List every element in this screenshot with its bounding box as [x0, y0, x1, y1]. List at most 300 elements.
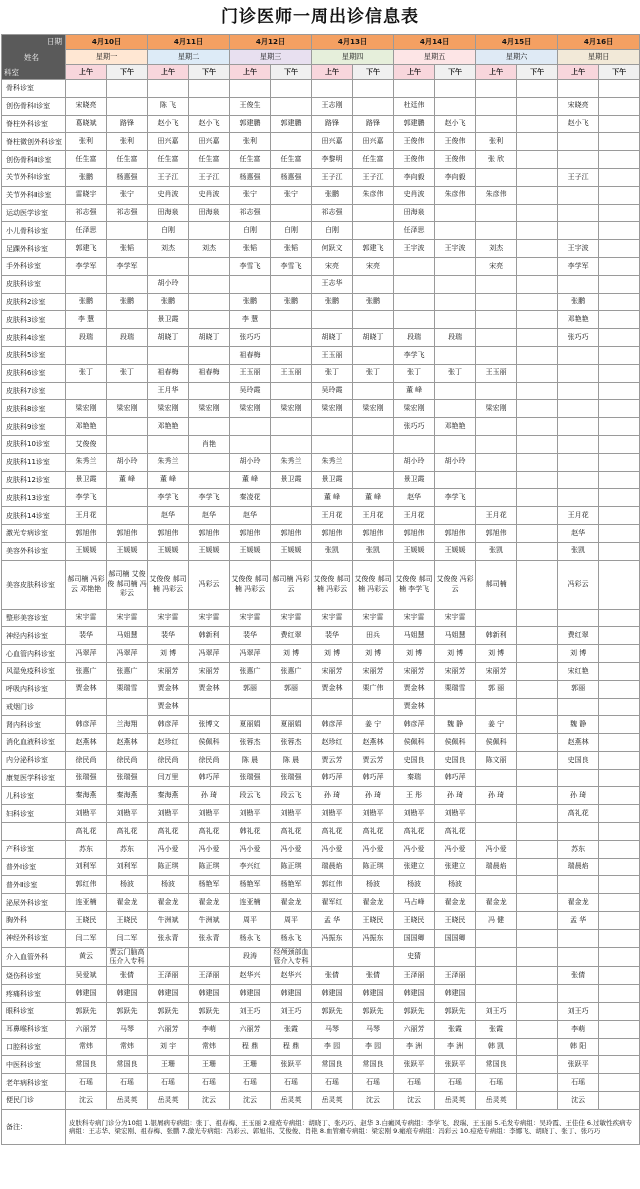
- pm-doctor-cell: [517, 222, 558, 240]
- pm-doctor-cell: [599, 435, 640, 453]
- pm-doctor-cell: 栗瑞雪: [435, 680, 476, 698]
- pm-doctor-cell: 张蓉杰: [271, 734, 312, 752]
- am-doctor-cell: 宋宇雷: [394, 609, 435, 627]
- pm-doctor-cell: 王晓民: [107, 912, 148, 930]
- pm-doctor-cell: 杨惠强: [107, 168, 148, 186]
- am-doctor-cell: 王月花: [66, 507, 107, 525]
- pm-doctor-cell: [599, 967, 640, 985]
- am-doctor-cell: [558, 929, 599, 947]
- pm-doctor-cell: 冯小爱: [189, 840, 230, 858]
- am-doctor-cell: 李学军: [66, 257, 107, 275]
- pm-doctor-cell: [517, 1020, 558, 1038]
- pm-doctor-cell: [599, 912, 640, 930]
- pm-doctor-cell: [599, 734, 640, 752]
- pm-doctor-cell: 石瑶: [107, 1074, 148, 1092]
- am-doctor-cell: 王月花: [558, 507, 599, 525]
- pm-doctor-cell: [599, 894, 640, 912]
- am-doctor-cell: 王月花: [394, 507, 435, 525]
- am-doctor-cell: [230, 435, 271, 453]
- am-doctor-cell: 田海泉: [394, 204, 435, 222]
- am-doctor-cell: 史猜: [394, 947, 435, 967]
- pm-doctor-cell: 张博文: [189, 716, 230, 734]
- dept-cell: 创伤骨科Ⅱ诊室: [2, 151, 66, 169]
- pm-doctor-cell: 沈云: [189, 1092, 230, 1110]
- table-row: [2, 840, 640, 858]
- pm-doctor-cell: 常国良: [107, 1056, 148, 1074]
- pm-doctor-cell: 杨波: [107, 876, 148, 894]
- am-doctor-cell: 郭建鹏: [394, 115, 435, 133]
- pm-doctor-cell: 白刚: [271, 222, 312, 240]
- table-row: [2, 734, 640, 752]
- am-doctor-cell: 韩建国: [66, 985, 107, 1003]
- pm-doctor-cell: 徐民尚: [107, 751, 148, 769]
- pm-doctor-cell: 郝司楠 艾俊俊 郝司楠 冯彩云: [107, 560, 148, 609]
- am-doctor-cell: 石瑶: [312, 1074, 353, 1092]
- pm-doctor-cell: 李萌: [189, 1020, 230, 1038]
- am-doctor-cell: 石瑶: [148, 1074, 189, 1092]
- weekday-header: 星期一: [66, 50, 148, 65]
- pm-doctor-cell: [189, 293, 230, 311]
- am-doctor-cell: 陈 晨: [230, 751, 271, 769]
- am-doctor-cell: [476, 329, 517, 347]
- pm-doctor-cell: [517, 734, 558, 752]
- pm-doctor-cell: [517, 168, 558, 186]
- am-doctor-cell: 景卫霞: [312, 471, 353, 489]
- am-doctor-cell: 岳灵英: [476, 1092, 517, 1110]
- am-doctor-cell: 冯小爱: [476, 840, 517, 858]
- am-doctor-cell: 张利: [66, 133, 107, 151]
- am-doctor-cell: 秦海燕: [66, 787, 107, 805]
- pm-doctor-cell: 王月花: [353, 507, 394, 525]
- pm-doctor-cell: [599, 858, 640, 876]
- am-doctor-cell: 任泽思: [394, 222, 435, 240]
- am-doctor-cell: 段瑞: [66, 329, 107, 347]
- am-doctor-cell: 宋晓亮: [558, 97, 599, 115]
- am-doctor-cell: [476, 97, 517, 115]
- am-doctor-cell: 董 峰: [148, 471, 189, 489]
- am-doctor-cell: 李萌: [558, 1020, 599, 1038]
- am-doctor-cell: 郭跃先: [394, 1003, 435, 1021]
- pm-doctor-cell: 史国良: [435, 751, 476, 769]
- pm-doctor-cell: 贾金林: [189, 680, 230, 698]
- pm-doctor-cell: 张跃平: [435, 1056, 476, 1074]
- dept-cell: 普外Ⅱ诊室: [2, 876, 66, 894]
- am-doctor-cell: 魏 静: [558, 716, 599, 734]
- am-doctor-cell: 侯佩科: [394, 734, 435, 752]
- am-doctor-cell: 张蓉杰: [230, 734, 271, 752]
- am-doctor-cell: [148, 947, 189, 967]
- dept-cell: 脊柱微创外科诊室: [2, 133, 66, 151]
- date-header: 4月14日: [394, 35, 476, 50]
- am-doctor-cell: 张巧巧: [558, 329, 599, 347]
- am-doctor-cell: 常国良: [312, 1056, 353, 1074]
- pm-doctor-cell: 兰海翔: [107, 716, 148, 734]
- pm-doctor-cell: [517, 1056, 558, 1074]
- pm-doctor-cell: 陈正琪: [271, 858, 312, 876]
- am-doctor-cell: 岳灵英: [148, 1092, 189, 1110]
- am-doctor-cell: 韩 阳: [558, 1038, 599, 1056]
- dept-cell: 整形美容诊室: [2, 609, 66, 627]
- pm-doctor-cell: [599, 222, 640, 240]
- am-doctor-cell: [476, 418, 517, 436]
- pm-doctor-cell: [599, 947, 640, 967]
- am-doctor-cell: [66, 346, 107, 364]
- pm-doctor-cell: [189, 275, 230, 293]
- am-doctor-cell: 刘杰: [148, 240, 189, 258]
- table-row: [2, 985, 640, 1003]
- pm-doctor-cell: [599, 400, 640, 418]
- schedule-table: [1, 34, 640, 1145]
- am-doctor-cell: 张鹏: [558, 293, 599, 311]
- am-doctor-cell: [66, 80, 107, 98]
- am-doctor-cell: 艾俊俊: [66, 435, 107, 453]
- am-doctor-cell: 冯翠萍: [66, 645, 107, 663]
- pm-doctor-cell: [353, 222, 394, 240]
- am-doctor-cell: 郭旭伟: [230, 524, 271, 542]
- am-doctor-cell: 刘 博: [476, 645, 517, 663]
- am-doctor-cell: 段瑞: [394, 329, 435, 347]
- am-doctor-cell: 陈正琪: [148, 858, 189, 876]
- pm-doctor-cell: 苏东: [107, 840, 148, 858]
- am-doctor-cell: 杨波: [394, 876, 435, 894]
- am-doctor-cell: [558, 489, 599, 507]
- am-doctor-cell: 艾俊俊 郝司楠 冯彩云: [312, 560, 353, 609]
- pm-doctor-cell: 孙 琦: [189, 787, 230, 805]
- pm-doctor-cell: 夏丽娟: [271, 716, 312, 734]
- pm-doctor-cell: 冯小爱: [353, 840, 394, 858]
- am-doctor-cell: 郭跃先: [148, 1003, 189, 1021]
- dept-cell: 美容外科诊室: [2, 542, 66, 560]
- pm-doctor-cell: [353, 311, 394, 329]
- pm-doctor-cell: 栗瑞雪: [107, 680, 148, 698]
- pm-doctor-cell: 胡小玲: [435, 453, 476, 471]
- pm-doctor-cell: [599, 542, 640, 560]
- am-doctor-cell: 朱彦伟: [476, 186, 517, 204]
- pm-doctor-cell: 李雪飞: [271, 257, 312, 275]
- table-row: [2, 929, 640, 947]
- pm-doctor-cell: [517, 115, 558, 133]
- date-header: 4月11日: [148, 35, 230, 50]
- am-doctor-cell: 宋丽芳: [148, 662, 189, 680]
- am-doctor-cell: 冯彩云: [558, 560, 599, 609]
- am-doctor-cell: 董 峰: [230, 471, 271, 489]
- am-doctor-cell: [558, 698, 599, 716]
- pm-doctor-cell: 栗广伟: [353, 680, 394, 698]
- dept-cell: 皮肤科9诊室: [2, 418, 66, 436]
- note-text: 皮肤科专病门诊分为10组 1.银屑病专病组：张丁、祖春梅、王玉丽 2.痤疮专病组：胡晓丁、张巧巧、赵华 3.白癜风专病组：李学飞、段瑞、王玉丽 5.毛发专病组：吴玲霞、王佳佳 6.过敏性疾病专病组：王志华、梁宏刚、祖春梅、张鹏 7.激光专病组：冯彩云、郭旭伟、艾俊俊、肖艳 8.血管瘤专病组：梁宏刚 9.瘢痕专病组：冯彩云 10.痘疮专病组：李娜飞、胡晓丁、张丁、张巧巧: [66, 1109, 640, 1144]
- am-doctor-cell: 韩礼花: [230, 823, 271, 841]
- pm-doctor-cell: [517, 80, 558, 98]
- am-doctor-cell: [558, 471, 599, 489]
- dept-cell: 内分泌科诊室: [2, 751, 66, 769]
- pm-doctor-cell: 梁宏刚: [271, 400, 312, 418]
- pm-doctor-cell: 张跃平: [271, 1056, 312, 1074]
- am-doctor-cell: 石瑶: [66, 1074, 107, 1092]
- am-doctor-cell: 瑞晨焰: [476, 858, 517, 876]
- dept-cell: [2, 823, 66, 841]
- pm-doctor-cell: 王晓民: [353, 912, 394, 930]
- am-doctor-cell: 王月华: [148, 382, 189, 400]
- pm-doctor-cell: 赵华兴: [271, 967, 312, 985]
- am-doctor-cell: 翟金龙: [476, 894, 517, 912]
- pm-doctor-cell: 宋宇雷: [271, 609, 312, 627]
- dept-cell: 皮肤科7诊室: [2, 382, 66, 400]
- am-doctor-cell: 张韬: [230, 240, 271, 258]
- am-doctor-cell: 刘杰: [476, 240, 517, 258]
- table-row: [2, 645, 640, 663]
- am-doctor-cell: [230, 698, 271, 716]
- pm-doctor-cell: [599, 716, 640, 734]
- pm-doctor-cell: [271, 204, 312, 222]
- am-doctor-cell: 韩新利: [476, 627, 517, 645]
- am-doctor-cell: 王子江: [558, 168, 599, 186]
- pm-doctor-cell: [435, 471, 476, 489]
- am-doctor-cell: 何跃文: [312, 240, 353, 258]
- pm-doctor-cell: [599, 240, 640, 258]
- pm-doctor-cell: 张建立: [435, 858, 476, 876]
- pm-doctor-cell: 费红翠: [271, 627, 312, 645]
- pm-doctor-cell: [517, 435, 558, 453]
- am-doctor-cell: 王宇波: [558, 240, 599, 258]
- pm-doctor-cell: [189, 418, 230, 436]
- pm-doctor-cell: [435, 507, 476, 525]
- am-doctor-cell: [476, 453, 517, 471]
- am-doctor-cell: 李 园: [312, 1038, 353, 1056]
- am-doctor-cell: 郭旭伟: [312, 524, 353, 542]
- table-row: [2, 876, 640, 894]
- pm-doctor-cell: 高礼花: [353, 823, 394, 841]
- pm-doctor-cell: 梁宏刚: [107, 400, 148, 418]
- pm-doctor-cell: [599, 662, 640, 680]
- am-doctor-cell: 张巧巧: [394, 418, 435, 436]
- pm-doctor-cell: 孙 琦: [353, 787, 394, 805]
- pm-doctor-cell: 郭跃先: [435, 1003, 476, 1021]
- dept-cell: 皮肤科6诊室: [2, 364, 66, 382]
- am-doctor-cell: 郭旭伟: [394, 524, 435, 542]
- pm-doctor-cell: 刘王巧: [271, 1003, 312, 1021]
- pm-doctor-cell: 刘勘平: [353, 805, 394, 823]
- pm-doctor-cell: [353, 382, 394, 400]
- pm-doctor-cell: [599, 985, 640, 1003]
- am-doctor-cell: 石瑶: [394, 1074, 435, 1092]
- am-doctor-cell: 艾俊俊 郝司楠 李学飞: [394, 560, 435, 609]
- am-doctor-cell: 郭建鹏: [230, 115, 271, 133]
- am-doctor-cell: 费红翠: [558, 627, 599, 645]
- table-row: [2, 524, 640, 542]
- pm-doctor-cell: [435, 698, 476, 716]
- am-doctor-cell: 葛晓斌: [66, 115, 107, 133]
- am-doctor-cell: 韩彦萍: [312, 716, 353, 734]
- am-doctor-cell: 赵华: [558, 524, 599, 542]
- pm-doctor-cell: 王媛媛: [271, 542, 312, 560]
- pm-doctor-cell: 王媛媛: [107, 542, 148, 560]
- am-doctor-cell: 杨艳军: [230, 876, 271, 894]
- pm-doctor-cell: 田海泉: [189, 204, 230, 222]
- pm-doctor-cell: [189, 947, 230, 967]
- pm-doctor-cell: [189, 471, 230, 489]
- weekday-header: 星期六: [476, 50, 558, 65]
- pm-doctor-cell: 宋丽芳: [353, 662, 394, 680]
- am-doctor-cell: 张惠广: [230, 662, 271, 680]
- ampm-header-row: [2, 65, 640, 80]
- pm-doctor-cell: 高礼花: [107, 823, 148, 841]
- am-doctor-cell: 张瑞强: [66, 769, 107, 787]
- pm-doctor-cell: 张丁: [107, 364, 148, 382]
- am-doctor-cell: 史肖波: [148, 186, 189, 204]
- am-doctor-cell: 高礼花: [148, 823, 189, 841]
- dept-cell: 耳鼻喉科诊室: [2, 1020, 66, 1038]
- table-row: [2, 1074, 640, 1092]
- weekday-header: 星期三: [230, 50, 312, 65]
- pm-doctor-cell: 张宁: [107, 186, 148, 204]
- am-doctor-cell: [558, 275, 599, 293]
- am-doctor-cell: 赵珍红: [148, 734, 189, 752]
- dept-cell: 妇科诊室: [2, 805, 66, 823]
- pm-doctor-cell: [107, 382, 148, 400]
- date-header: 4月16日: [558, 35, 640, 50]
- pm-doctor-cell: 张凯: [353, 542, 394, 560]
- am-doctor-cell: 六丽芳: [230, 1020, 271, 1038]
- pm-doctor-cell: [107, 222, 148, 240]
- am-doctor-cell: 郭丽: [558, 680, 599, 698]
- am-doctor-cell: 郭跃先: [312, 1003, 353, 1021]
- pm-doctor-cell: 王媛媛: [189, 542, 230, 560]
- am-doctor-cell: 王月花: [476, 507, 517, 525]
- pm-doctor-cell: [107, 97, 148, 115]
- pm-doctor-cell: 王子江: [189, 168, 230, 186]
- table-row: [2, 1003, 640, 1021]
- pm-doctor-cell: [107, 507, 148, 525]
- pm-doctor-cell: 赵燕林: [107, 734, 148, 752]
- am-doctor-cell: [558, 435, 599, 453]
- am-doctor-cell: [558, 609, 599, 627]
- pm-doctor-cell: [435, 222, 476, 240]
- pm-doctor-cell: 冯小爱: [271, 840, 312, 858]
- pm-doctor-cell: 张倩: [353, 967, 394, 985]
- am-doctor-cell: 张丁: [66, 364, 107, 382]
- am-doctor-cell: 翟金龙: [558, 894, 599, 912]
- dept-cell: 产科诊室: [2, 840, 66, 858]
- pm-doctor-cell: 王子江: [353, 168, 394, 186]
- am-doctor-cell: 六丽芳: [394, 1020, 435, 1038]
- am-doctor-cell: 杨永飞: [230, 929, 271, 947]
- am-doctor-cell: [476, 435, 517, 453]
- pm-doctor-cell: 任生富: [107, 151, 148, 169]
- pm-doctor-cell: [599, 1038, 640, 1056]
- am-doctor-cell: 赵小飞: [558, 115, 599, 133]
- pm-doctor-cell: [517, 275, 558, 293]
- am-doctor-cell: 秦瑞: [394, 769, 435, 787]
- pm-doctor-cell: 张惠广: [271, 662, 312, 680]
- pm-doctor-cell: [599, 151, 640, 169]
- table-row: [2, 560, 640, 609]
- pm-doctor-cell: 陈正琪: [189, 858, 230, 876]
- am-doctor-cell: 史肖波: [394, 186, 435, 204]
- pm-doctor-cell: 马姐慧: [107, 627, 148, 645]
- pm-doctor-cell: 路锋: [353, 115, 394, 133]
- pm-doctor-cell: [599, 311, 640, 329]
- pm-doctor-cell: 冯振东: [353, 929, 394, 947]
- pm-doctor-cell: [599, 769, 640, 787]
- am-doctor-cell: 常炜: [66, 1038, 107, 1056]
- am-doctor-cell: 梁宏刚: [66, 400, 107, 418]
- table-row: [2, 680, 640, 698]
- am-doctor-cell: 贾金林: [148, 680, 189, 698]
- table-row: [2, 627, 640, 645]
- pm-doctor-cell: 李 洲: [435, 1038, 476, 1056]
- dept-cell: 泌尿外科诊室: [2, 894, 66, 912]
- am-doctor-cell: [558, 400, 599, 418]
- am-doctor-cell: [148, 346, 189, 364]
- pm-doctor-cell: [599, 507, 640, 525]
- am-doctor-cell: 景卫霞: [66, 471, 107, 489]
- am-doctor-cell: 孙 琦: [476, 787, 517, 805]
- pm-doctor-cell: 郭旭伟: [107, 524, 148, 542]
- am-doctor-cell: 张跃平: [558, 1056, 599, 1074]
- am-doctor-cell: 苏东: [66, 840, 107, 858]
- am-doctor-cell: 刘勘平: [312, 805, 353, 823]
- am-doctor-cell: 雷晓宇: [66, 186, 107, 204]
- am-doctor-cell: 王珊: [230, 1056, 271, 1074]
- pm-doctor-cell: 董 峰: [353, 489, 394, 507]
- am-doctor-cell: 贾云芳: [312, 751, 353, 769]
- weekday-header: 星期四: [312, 50, 394, 65]
- pm-doctor-cell: [353, 418, 394, 436]
- dept-cell: 介入血管外科: [2, 947, 66, 967]
- am-doctor-cell: 朱秀兰: [312, 453, 353, 471]
- am-doctor-cell: 高礼花: [558, 805, 599, 823]
- pm-doctor-cell: [599, 805, 640, 823]
- pm-doctor-cell: 刘杰: [189, 240, 230, 258]
- am-doctor-cell: 邓艳艳: [66, 418, 107, 436]
- pm-doctor-cell: [271, 275, 312, 293]
- am-doctor-cell: 张鹏: [312, 293, 353, 311]
- am-doctor-cell: 邓艳艳: [148, 418, 189, 436]
- pm-doctor-cell: [599, 453, 640, 471]
- dept-cell: 烧伤科诊室: [2, 967, 66, 985]
- pm-doctor-cell: 郭旭伟: [189, 524, 230, 542]
- pm-header: 下午: [599, 65, 640, 80]
- pm-doctor-cell: 任生富: [189, 151, 230, 169]
- table-row: [2, 1056, 640, 1074]
- pm-doctor-cell: 高礼花: [189, 823, 230, 841]
- am-doctor-cell: 王媛媛: [148, 542, 189, 560]
- table-row: [2, 151, 640, 169]
- am-doctor-cell: 贾金林: [394, 680, 435, 698]
- am-doctor-cell: 郭红伟: [312, 876, 353, 894]
- pm-doctor-cell: 艾俊俊 冯彩云: [435, 560, 476, 609]
- am-doctor-cell: 冯小爱: [230, 840, 271, 858]
- pm-doctor-cell: [107, 489, 148, 507]
- pm-doctor-cell: [517, 204, 558, 222]
- pm-doctor-cell: 翟金龙: [271, 894, 312, 912]
- am-doctor-cell: 王玉丽: [476, 364, 517, 382]
- table-row: [2, 364, 640, 382]
- pm-doctor-cell: 田兴嘉: [353, 133, 394, 151]
- pm-doctor-cell: [107, 275, 148, 293]
- am-doctor-cell: 宋丽芳: [476, 662, 517, 680]
- pm-doctor-cell: 马琴: [107, 1020, 148, 1038]
- am-doctor-cell: 张鹏: [230, 293, 271, 311]
- pm-doctor-cell: [517, 489, 558, 507]
- pm-doctor-cell: 郭旭伟: [353, 524, 394, 542]
- am-doctor-cell: 艾俊俊 郝司楠 冯彩云: [148, 560, 189, 609]
- pm-doctor-cell: 段瑞: [435, 329, 476, 347]
- am-doctor-cell: [476, 382, 517, 400]
- am-doctor-cell: [148, 80, 189, 98]
- pm-doctor-cell: 国国卿: [435, 929, 476, 947]
- am-doctor-cell: 张凯: [312, 542, 353, 560]
